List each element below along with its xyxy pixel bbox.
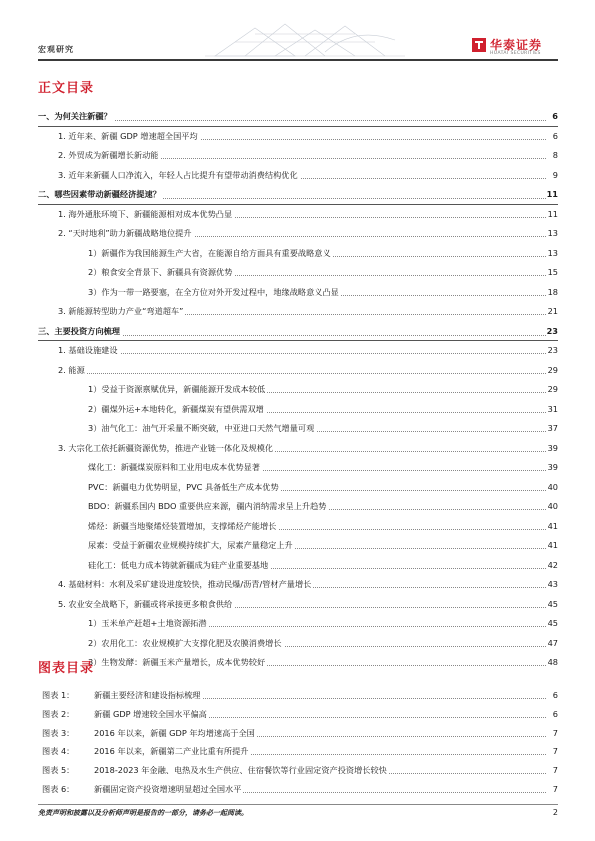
toc-section-entry[interactable]: [38, 322, 558, 342]
header-decoration-art: [205, 22, 405, 58]
toc-entry[interactable]: [38, 224, 558, 244]
toc-entry-text: 2）农用化工：农业规模扩大支撑化肥及农膜消费增长: [88, 634, 284, 654]
toc-entry-page: 8: [553, 146, 558, 166]
figure-page: 6: [553, 705, 558, 724]
toc-entry-text: 2）疆煤外运+本地转化，新疆煤炭有望供需双增: [88, 400, 266, 420]
figure-page: 6: [553, 686, 558, 705]
figure-caption: 新疆主要经济和建设指标梳理: [94, 686, 202, 705]
toc-title: 正文目录: [38, 81, 95, 96]
header-rule: [38, 59, 558, 61]
toc-entry[interactable]: [38, 127, 558, 147]
toc-entry-page: 9: [553, 166, 558, 186]
toc-entry-text: 3）油气化工：油气开采量不断突破，中亚进口天然气增量可观: [88, 419, 316, 439]
toc-entry-page: 23: [548, 341, 558, 361]
page-header: [0, 0, 595, 60]
figure-entry[interactable]: [38, 705, 558, 724]
toc-entry[interactable]: [38, 361, 558, 381]
toc-entry-text: 2）粮食安全背景下、新疆具有资源优势: [88, 263, 234, 283]
toc-entry-text: PVC：新疆电力优势明显，PVC 具备低生产成本优势: [88, 478, 281, 498]
toc-entry[interactable]: [38, 595, 558, 615]
figure-page: 7: [553, 780, 558, 799]
toc-entry-text: 1. 基础设施建设: [58, 341, 120, 361]
toc-entry[interactable]: [38, 478, 558, 498]
figure-page: 7: [553, 761, 558, 780]
toc-entry-text: 3. 新能源转型助力产业“弯道超车”: [58, 302, 185, 322]
toc-entry-page: 13: [548, 224, 558, 244]
toc-entry-text: 4. 基础材料：水利及采矿建设进度较快，推动民爆/沥青/管材产量增长: [58, 575, 313, 595]
toc-entry[interactable]: [38, 419, 558, 439]
figure-caption: 新疆 GDP 增速较全国水平偏高: [94, 705, 209, 724]
toc-entry-page: 39: [548, 458, 558, 478]
toc-entry[interactable]: [38, 536, 558, 556]
toc-entry-text: 烯烃：新疆当地聚烯烃装置增加，支撑烯烃产能增长: [88, 517, 278, 537]
toc-entry-page: 11: [547, 185, 558, 205]
figure-number: 图表 5：: [42, 765, 75, 776]
toc-entry[interactable]: [38, 263, 558, 283]
figure-caption: 新疆固定资产投资增速明显超过全国水平: [94, 780, 243, 799]
toc-entry-text: 1）玉米单产赶超+土地资源拓潜: [88, 614, 209, 634]
toc-entry-text: 3. 近年来新疆人口净流入，年轻人占比提升有望带动消费结构优化: [58, 166, 300, 186]
toc-entry-text: 一、为何关注新疆？: [38, 107, 114, 127]
toc-entry-page: 39: [548, 439, 558, 459]
page-number: 2: [552, 808, 558, 817]
toc-entry-page: 45: [548, 595, 558, 615]
toc-entry[interactable]: [38, 653, 558, 673]
logo-text-cn: 华泰证券: [490, 38, 543, 52]
figure-entry[interactable]: [38, 686, 558, 705]
toc-entry-page: 21: [548, 302, 558, 322]
toc-entry-text: 1. 海外通胀环境下、新疆能源相对成本优势凸显: [58, 205, 234, 225]
toc-entry-page: 40: [548, 478, 558, 498]
toc-entry[interactable]: [38, 341, 558, 361]
toc-entry-page: 29: [548, 380, 558, 400]
toc-entry-text: 二、哪些因素带动新疆经济提速？: [38, 185, 163, 205]
toc-entry-page: 18: [548, 283, 558, 303]
toc-entry-page: 37: [548, 419, 558, 439]
figure-number: 图表 2：: [42, 708, 75, 719]
toc-entry-page: 31: [548, 400, 558, 420]
toc-entry[interactable]: [38, 400, 558, 420]
toc-entry-text: 3）作为一带一路要塞，在全方位对外开发过程中，地缘战略意义凸显: [88, 283, 341, 303]
toc-entry-page: 45: [548, 614, 558, 634]
toc-entry[interactable]: [38, 146, 558, 166]
toc-section-entry[interactable]: [38, 185, 558, 205]
toc-entry-page: 15: [548, 263, 558, 283]
toc-entry-page: 40: [548, 497, 558, 517]
toc-entry-text: 1）受益于资源禀赋优异，新疆能源开发成本较低: [88, 380, 267, 400]
toc-entry-text: 3. 大宗化工依托新疆资源优势，推进产业链一体化及规模化: [58, 439, 275, 459]
figure-number: 图表 6：: [42, 783, 75, 794]
toc-leader-dots: [38, 120, 546, 121]
toc-leader-dots: [58, 353, 546, 354]
toc-entry-page: 41: [548, 536, 558, 556]
toc-entry[interactable]: [38, 244, 558, 264]
toc-entry-page: 29: [548, 361, 558, 381]
figure-caption: 2016 年以来，新疆第二产业比重有所提升: [94, 742, 250, 761]
toc-entry-text: 2. 外贸成为新疆增长新动能: [58, 146, 160, 166]
figure-number: 图表 1：: [42, 690, 75, 700]
figure-number: 图表 3：: [42, 727, 75, 738]
figure-page: 7: [553, 724, 558, 743]
toc-entry-text: 5. 农业安全战略下，新疆或将承接更多粮食供给: [58, 595, 234, 615]
toc-entry-page: 42: [548, 556, 558, 576]
toc-entry[interactable]: [38, 458, 558, 478]
footer-rule: [38, 804, 558, 805]
toc-entry-page: 6: [552, 107, 558, 127]
toc-entry[interactable]: [38, 575, 558, 595]
toc-entry-page: 48: [548, 653, 558, 673]
toc-entry-text: 1. 近年来、新疆 GDP 增速超全国平均: [58, 127, 200, 147]
toc-entry[interactable]: [38, 556, 558, 576]
figure-page: 7: [553, 742, 558, 761]
toc-entry-page: 43: [548, 575, 558, 595]
company-logo: [472, 36, 562, 58]
toc-entry[interactable]: [38, 166, 558, 186]
toc-entry[interactable]: [38, 205, 558, 225]
toc-entry-text: 尿素：受益于新疆农业规模持续扩大，尿素产量稳定上升: [88, 536, 295, 556]
toc-entry-text: 1）新疆作为我国能源生产大省，在能源自给方面具有重要战略意义: [88, 244, 333, 264]
figure-number: 图表 4：: [42, 746, 75, 757]
figure-entry[interactable]: [38, 724, 558, 743]
report-category: 宏观研究: [38, 45, 74, 54]
toc-entry[interactable]: [38, 302, 558, 322]
toc-entry-text: 煤化工：新疆煤炭原料和工业用电成本优势显著: [88, 458, 262, 478]
toc-entry[interactable]: [38, 517, 558, 537]
logo-text-en: HUATAI SECURITIES: [490, 51, 541, 56]
figure-entry[interactable]: [38, 761, 558, 780]
toc-entry[interactable]: [38, 439, 558, 459]
toc-entry[interactable]: [38, 634, 558, 654]
toc-leader-dots: [58, 373, 546, 374]
figures-title: 图表目录: [38, 661, 95, 676]
logo-mark-icon: [472, 38, 486, 52]
toc-entry-text: 2. 能源: [58, 361, 87, 381]
toc-entry[interactable]: [38, 497, 558, 517]
toc-entry-page: 47: [548, 634, 558, 654]
toc-entry-text: 3）生物发酵：新疆玉米产量增长，成本优势较好: [88, 653, 267, 673]
table-of-contents: [38, 107, 558, 673]
figure-caption: 2018-2023 年金融、电热及水生产供应、住宿餐饮等行业固定资产投资增长较快: [94, 761, 389, 780]
list-of-figures: [38, 686, 558, 799]
figure-caption: 2016 年以来，新疆 GDP 年均增速高于全国: [94, 724, 257, 743]
toc-entry-page: 23: [547, 322, 558, 342]
toc-entry-page: 41: [548, 517, 558, 537]
toc-entry-page: 13: [548, 244, 558, 264]
toc-entry[interactable]: [38, 614, 558, 634]
toc-entry-text: 硅化工：低电力成本铸就新疆成为硅产业重要基地: [88, 556, 270, 576]
toc-entry[interactable]: [38, 380, 558, 400]
toc-entry[interactable]: [38, 283, 558, 303]
toc-entry-text: 三、主要投资方向梳理: [38, 322, 122, 342]
figure-entry[interactable]: [38, 742, 558, 761]
toc-section-entry[interactable]: [38, 107, 558, 127]
footer-disclaimer: 免责声明和披露以及分析师声明是报告的一部分，请务必一起阅读。: [38, 809, 248, 817]
toc-entry-page: 11: [548, 205, 558, 225]
figure-entry[interactable]: [38, 780, 558, 799]
toc-entry-page: 6: [553, 127, 558, 147]
toc-entry-text: BDO：新疆系国内 BDO 重要供应来源，疆内消纳需求呈上升趋势: [88, 497, 328, 517]
toc-entry-text: 2. “天时地利”助力新疆战略地位提升: [58, 224, 194, 244]
